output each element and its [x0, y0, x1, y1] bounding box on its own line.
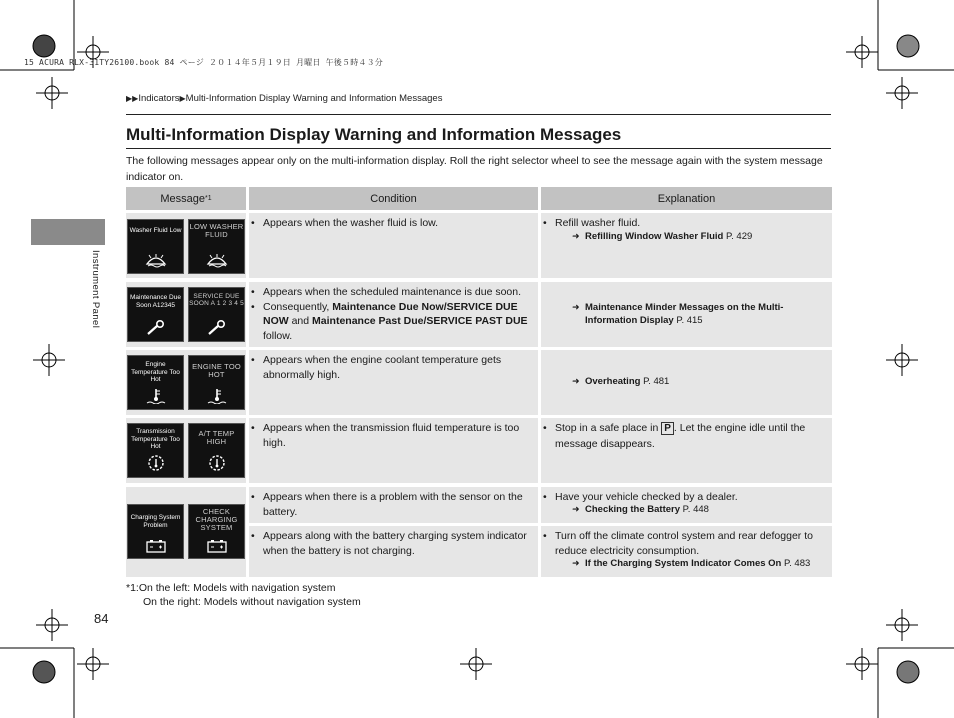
park-position-box: P: [661, 422, 674, 435]
row5a-condition: [250, 490, 534, 519]
header-condition: Condition: [249, 187, 538, 210]
display-nonav-maintenance: SERVICE DUE SOON A 1 2 3 4 5: [188, 287, 245, 342]
condition-bullet: • Appears when the scheduled maintenance is due soon.: [250, 285, 534, 300]
breadcrumb-section[interactable]: Indicators: [138, 93, 180, 104]
display-nav-washer: Washer Fluid Low: [127, 219, 184, 274]
condition-bullet: • Appears when the engine coolant temperature gets abnormally high.: [250, 353, 534, 382]
wrench-icon: [206, 320, 228, 336]
transmission-temp-icon: [206, 454, 228, 472]
display-nav-maintenance: Maintenance Due Soon A12345: [127, 287, 184, 342]
coolant-temp-icon: [145, 388, 167, 404]
battery-icon: [145, 539, 167, 553]
wrench-icon: [145, 320, 167, 336]
display-nav-transmission-temp: Transmission Temperature Too Hot: [127, 423, 184, 478]
washer-fluid-icon: [145, 252, 167, 268]
display-nonav-transmission-temp: A/T TEMP HIGH: [188, 423, 245, 478]
condition-bullet: • Appears when the washer fluid is low.: [250, 216, 534, 231]
ref-link-overheating[interactable]: ➜ Overheating P. 481: [572, 376, 835, 387]
display-nav-charging: Charging System Problem: [127, 504, 184, 559]
condition-bullet: • Appears when there is a problem with the sensor on the battery.: [250, 490, 534, 519]
page-title: Multi-Information Display Warning and Information Messages: [126, 125, 622, 144]
display-nonav-washer: LOW WASHER FLUID: [188, 219, 245, 274]
display-nonav-engine-temp: ENGINE TOO HOT: [188, 355, 245, 410]
footnote-line-2: On the right: Models without navigation system: [143, 596, 361, 608]
row5a-explanation: [542, 490, 828, 505]
section-side-label: Instrument Panel: [90, 250, 101, 329]
row5b-explanation: [542, 529, 828, 558]
ref-link-checking-battery[interactable]: ➜ Checking the Battery P. 448: [572, 504, 841, 515]
breadcrumb-separator: ▶: [179, 94, 186, 103]
row3-condition: [250, 353, 534, 382]
row1-condition: [250, 216, 534, 231]
row1-explanation: [542, 216, 828, 231]
coolant-temp-icon: [206, 388, 228, 404]
row2-condition: [250, 285, 534, 343]
title-rule: [126, 148, 831, 149]
battery-icon: [206, 539, 228, 553]
section-tab: [31, 219, 105, 245]
condition-bullet: • Appears along with the battery charging system indicator when the battery is not charging.: [250, 529, 534, 558]
breadcrumb: [126, 93, 442, 104]
row5b-condition: [250, 529, 534, 558]
ref-link-charging-indicator[interactable]: ➜ If the Charging System Indicator Comes On P. 483: [572, 558, 843, 569]
explanation-bullet: • Have your vehicle checked by a dealer.: [542, 490, 828, 505]
row4-condition: [250, 421, 534, 450]
explanation-bullet: • Refill washer fluid.: [542, 216, 828, 231]
ref-link-maintenance-minder[interactable]: ➜ Maintenance Minder Messages on the Multi-Information Display P. 415: [572, 301, 835, 327]
breadcrumb-page: Multi-Information Display Warning and Information Messages: [185, 93, 443, 104]
header-message: Message *1: [126, 187, 246, 210]
condition-bullet: • Appears when the transmission fluid temperature is too high.: [250, 421, 534, 450]
header-explanation: Explanation: [541, 187, 832, 210]
page-number: 84: [94, 611, 109, 626]
breadcrumb-arrows: ▶▶: [126, 94, 139, 103]
footnote: [126, 581, 361, 609]
ref-link-washer-fluid[interactable]: ➜ Refilling Window Washer Fluid P. 429: [572, 231, 841, 242]
explanation-bullet: • Stop in a safe place in P . Let the engine idle until the message disappears.: [542, 421, 828, 451]
washer-fluid-icon: [206, 252, 228, 268]
display-nav-engine-temp: Engine Temperature Too Hot: [127, 355, 184, 410]
condition-bullet: • Consequently, Maintenance Due Now/SERVICE DUE NOW and Maintenance Past Due/SERVICE PAST DUE follow.: [250, 300, 534, 344]
intro-paragraph: The following messages appear only on the multi-information display. Roll the right selector wheel to see the message again with the system message indicator on.: [126, 155, 823, 183]
transmission-temp-icon: [145, 454, 167, 472]
display-nonav-charging: CHECK CHARGING SYSTEM: [188, 504, 245, 559]
footnote-line-1: *1:On the left: Models with navigation system: [126, 582, 336, 594]
top-rule: [126, 114, 831, 115]
row4-explanation: [542, 421, 828, 451]
explanation-bullet: • Turn off the climate control system and rear defogger to reduce electricity consumption.: [542, 529, 828, 558]
print-header-line: 15 ACURA RLX-31TY26100.book 84 ページ ２０１４年５月１９日 月曜日 午後５時４３分: [24, 58, 383, 67]
